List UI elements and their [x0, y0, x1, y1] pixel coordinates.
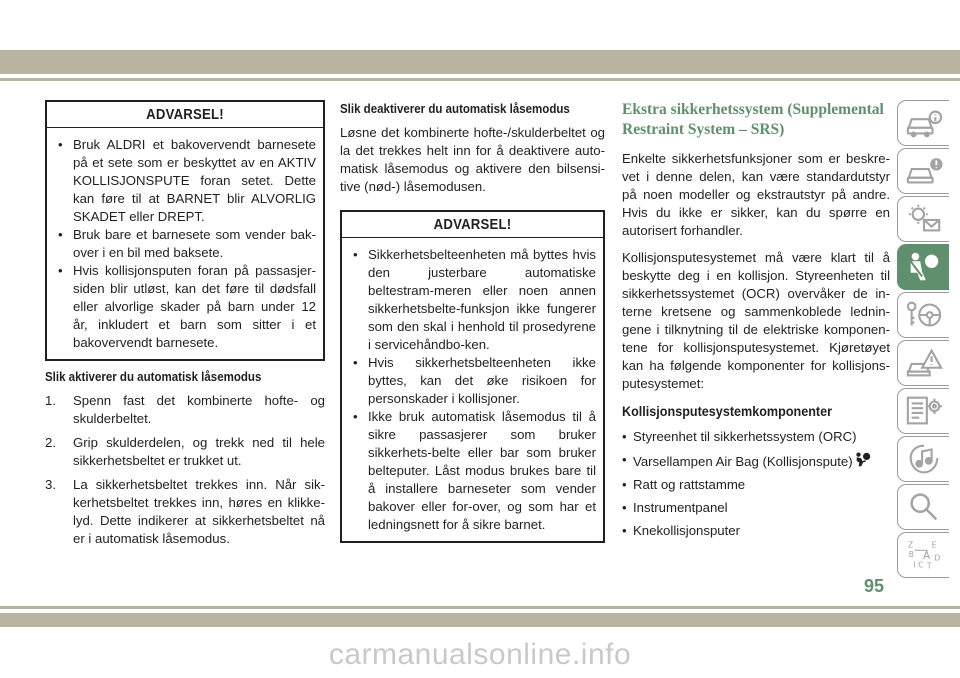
warning-item: • Ikke bruk automatisk låsemodus til å sikre passasjerer som bruker sikkerhets-belte eller bar som bruker belteputer. Låst modus brukes bare til å installere barneseter som vender bakover eller for-over, og som har et ledningsnett for å sikre barnet.	[350, 408, 596, 534]
components-list	[622, 428, 890, 540]
warning-item: • Hvis sikkerhetsbelteenheten ikke byttes, kan det øke risikoen for personskader i kollisjoner.	[350, 354, 596, 408]
right-column	[622, 100, 890, 545]
search-magnifier-icon	[905, 490, 943, 524]
deactivate-lock-mode-heading: Slik deaktiverer du automatisk låsemodus	[340, 101, 570, 116]
srs-paragraph: Enkelte sikkerhetsfunksjoner som er beskre-vet i denne delen, kan være standardutstyr på noen modeller og ekstrautstyr på andre. Hvis du ikke er sikker, kan du spørre en autorisert forhandler.	[622, 151, 890, 238]
tab-index[interactable]	[897, 532, 949, 578]
deactivate-paragraph: Løsne det kombinerte hofte-/skulderbeltet og la det trekkes helt inn for å deaktivere auto-matisk låsemodus og aktivere den bilsensi-tive (nød-) låsemodusen.	[340, 125, 605, 194]
hazard-triangle-car-icon	[905, 346, 943, 380]
activate-lock-mode-heading: Slik aktiverer du automatisk låsemodus	[45, 369, 262, 384]
component-item: • Ratt og rattstamme	[622, 476, 890, 494]
service-checklist-icon	[905, 394, 943, 428]
seatbelt-airbag-icon	[905, 250, 943, 284]
tab-search[interactable]	[897, 484, 949, 530]
svg-text:I: I	[913, 560, 916, 570]
tab-multimedia[interactable]	[897, 436, 949, 482]
svg-text:A: A	[922, 549, 930, 562]
srs-section-title: Ekstra sikkerhetssystem (Supplemental Restraint System – SRS)	[622, 101, 884, 138]
tab-starting-operating[interactable]	[897, 292, 949, 338]
step-item: 2. Grip skulderdelen, og trekk ned til hele sikkerhetsbeltet er trukket ut.	[45, 435, 325, 468]
warning-body	[47, 127, 323, 359]
tab-warning-lights[interactable]	[897, 196, 949, 242]
key-steering-wheel-icon	[905, 298, 943, 332]
step-item: 3. La sikkerhetsbeltet trekkes inn. Når sik-kerhetsbeltet trekkes inn, høres en klikke-lyd. Dette indikerer at sikkerhetsbeltet nå er i automatisk låsemodus.	[45, 477, 325, 546]
left-column	[45, 100, 325, 554]
middle-column	[340, 100, 605, 543]
activation-steps	[45, 392, 325, 548]
footer-band	[0, 613, 960, 627]
watermark: carmanualsonline.info	[328, 638, 632, 671]
tab-servicing[interactable]	[897, 388, 949, 434]
component-item: • Knekollisjonsputer	[622, 522, 890, 540]
header-band	[0, 50, 960, 74]
tab-car-info[interactable]	[897, 100, 949, 146]
header-rule	[0, 78, 960, 81]
page-number: 95	[864, 576, 885, 596]
tab-safety[interactable]	[897, 244, 949, 290]
tab-car-alert[interactable]	[897, 148, 949, 194]
car-info-icon	[905, 106, 943, 140]
component-item: • Instrumentpanel	[622, 499, 890, 517]
warning-item: • Sikkerhetsbelteenheten må byttes hvis den justerbare automatiske beltestram-meren eller noen annen sikkerhetsbelte-funksjon ikke fungerer som den skal i henhold til prosedyrene i servicehåndbo-ken.	[350, 246, 596, 354]
step-item: 1. Spenn fast det kombinerte hofte- og skulderbeltet.	[45, 393, 325, 426]
warning-light-message-icon	[905, 202, 943, 236]
car-alert-icon	[905, 154, 943, 188]
footer-rule	[0, 606, 960, 609]
svg-text:B: B	[908, 549, 914, 559]
warning-item: • Hvis kollisjonsputen foran på passasjer-siden blir utløst, kan det føre til dødsfall eller alvorlige skader på barn under 12 år, inkludert et barn som sitter i et bakovervendt barnesete.	[55, 262, 316, 352]
warning-list	[350, 246, 596, 534]
warning-body	[342, 237, 603, 541]
warning-item: • Bruk ALDRI et bakovervendt barnesete på et sete som er beskyttet av en AKTIV KOLLISJONSPUTE foran setet. Dette kan føre til at BARNET blir ALVORLIG SKADET eller DREPT.	[55, 136, 316, 226]
chapter-tabs	[897, 100, 951, 580]
warning-box-child-seat	[45, 100, 325, 361]
warning-title: ADVARSEL!	[433, 216, 512, 233]
svg-text:Z: Z	[907, 540, 913, 550]
airbag-warning-icon	[854, 451, 872, 469]
component-item: • Varsellampen Air Bag (Kollisjonspute)	[622, 451, 890, 471]
components-heading: Kollisjonsputesystemkomponenter	[622, 403, 833, 419]
svg-text:C: C	[917, 560, 924, 570]
component-item: • Styreenhet til sikkerhetssystem (ORC)	[622, 428, 890, 446]
multimedia-music-icon	[905, 442, 943, 476]
svg-text:E: E	[931, 540, 936, 550]
srs-paragraph: Kollisjonsputesystemet må være klart til å beskytte deg i en kollisjon. Styreenheten til sikkerhetssystemet (OCR) overvåker de in-terne kretsene og sammenkoblede lednin-gene i tilknytning til de elektriske komponen-tene for kollisjonsputesystemet. Kjøretøyet kan ha følgende komponenter for kollisjons-putesystemet:	[622, 250, 890, 391]
tab-emergency[interactable]	[897, 340, 949, 386]
warning-list	[55, 136, 316, 352]
warning-item: • Bruk bare et barnesete som vender bak-over i en bil med baksete.	[55, 226, 316, 262]
alphabet-index-icon	[905, 538, 943, 572]
warning-box-seatbelt	[340, 210, 605, 543]
warning-title: ADVARSEL!	[146, 106, 224, 123]
svg-text:T: T	[926, 561, 931, 571]
svg-text:D: D	[933, 553, 940, 563]
